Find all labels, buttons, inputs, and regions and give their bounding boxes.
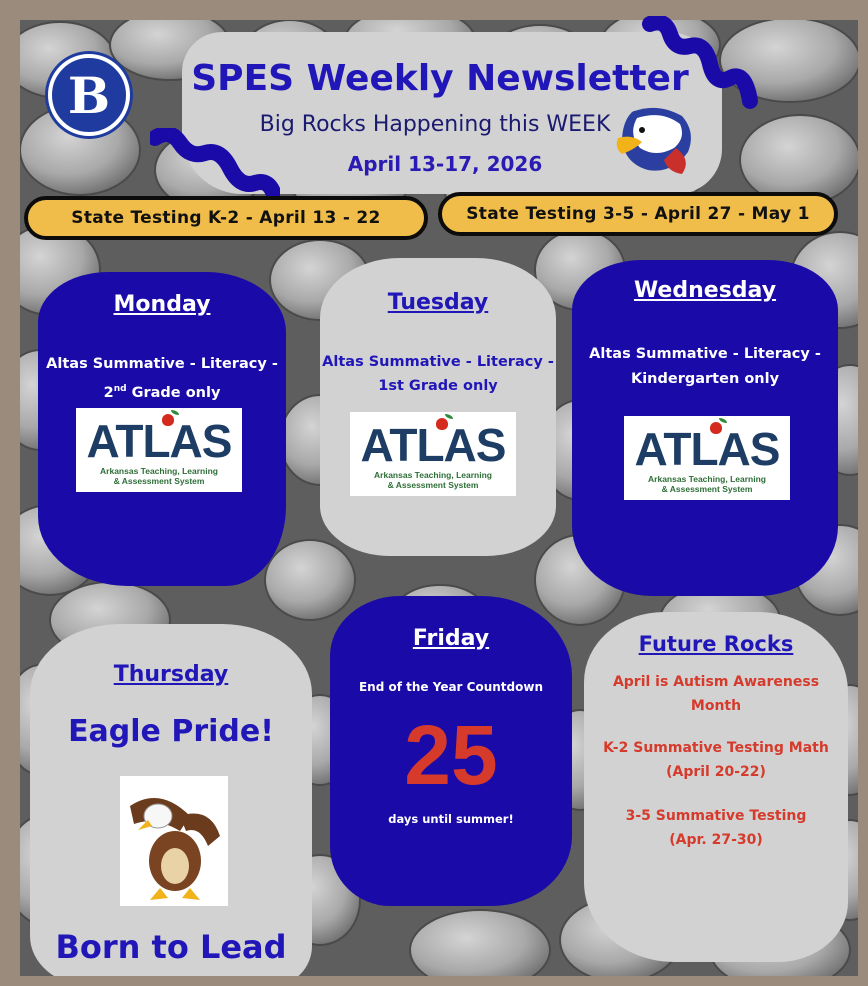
- future-item-3-5-2: (Apr. 27-30): [669, 832, 763, 848]
- banner-3-5-text: State Testing 3-5 - April 27 - May 1: [466, 204, 810, 224]
- monday-line2: [38, 377, 286, 406]
- thursday-title: Thursday: [113, 662, 229, 687]
- atlas-word: ATLAS: [634, 423, 780, 475]
- atlas-subtitle-line1: Arkansas Teaching, Learning: [100, 466, 218, 476]
- school-logo-letter: B: [67, 66, 111, 125]
- future-item-3-5-1: 3-5 Summative Testing: [625, 808, 807, 824]
- future-item-k2-2: (April 20-22): [666, 764, 766, 780]
- school-logo: [48, 54, 130, 136]
- atlas-subtitle-line1: Arkansas Teaching, Learning: [648, 474, 766, 484]
- atlas-subtitle-line2: & Assessment System: [113, 476, 205, 486]
- atlas-logo-monday: [76, 408, 242, 492]
- atlas-subtitle-line2: & Assessment System: [661, 484, 753, 494]
- future-item-k2-1: K-2 Summative Testing Math: [603, 740, 829, 756]
- atlas-logo-wednesday: [624, 416, 790, 500]
- wednesday-title: Wednesday: [633, 278, 777, 303]
- atlas-word: ATLAS: [360, 419, 506, 471]
- friday-title: Friday: [412, 626, 490, 651]
- tuesday-line2: 1st Grade only: [378, 378, 498, 394]
- banner-3-5-testing: [438, 192, 838, 236]
- monday-title: Monday: [113, 292, 211, 317]
- atlas-subtitle: [624, 474, 790, 494]
- friday-panel: [330, 596, 572, 906]
- atlas-subtitle-line1: Arkansas Teaching, Learning: [374, 470, 492, 480]
- friday-days-until: days until summer!: [388, 812, 514, 826]
- tuesday-title: Tuesday: [387, 290, 489, 315]
- tuesday-line1: Altas Summative - Literacy -: [322, 354, 554, 370]
- monday-grade-suffix: nd: [113, 384, 127, 394]
- future-rocks-panel: [584, 612, 848, 962]
- monday-panel: [38, 272, 286, 586]
- wednesday-panel: [572, 260, 838, 596]
- dabbing-eagle-icon: [120, 776, 228, 906]
- banner-k2-testing: [24, 196, 428, 240]
- newsletter-title: SPES Weekly Newsletter: [191, 58, 689, 99]
- future-item-autism-2: Month: [690, 698, 742, 714]
- atlas-subtitle: [350, 470, 516, 490]
- eagle-mascot-icon: [612, 104, 698, 178]
- monday-line1: Altas Summative - Literacy -: [46, 356, 278, 372]
- wednesday-line2: Kindergarten only: [630, 371, 780, 387]
- atlas-logo-tuesday: [350, 412, 516, 496]
- atlas-subtitle-line2: & Assessment System: [387, 480, 479, 490]
- future-item-autism-1: April is Autism Awareness: [612, 674, 820, 690]
- thursday-eagle-pride: Eagle Pride!: [68, 714, 274, 749]
- thursday-born-to-lead: Born to Lead: [55, 928, 287, 966]
- future-rocks-title: Future Rocks: [638, 632, 794, 656]
- monday-grade-number: 2: [103, 384, 114, 401]
- thursday-panel: [30, 624, 312, 986]
- atlas-subtitle: [76, 466, 242, 486]
- newsletter-dates: April 13-17, 2026: [347, 152, 543, 176]
- wednesday-line1: Altas Summative - Literacy -: [589, 346, 821, 362]
- atlas-word: ATLAS: [86, 415, 232, 467]
- tuesday-panel: [320, 258, 556, 556]
- newsletter-subtitle: Big Rocks Happening this WEEK: [259, 112, 611, 137]
- friday-countdown-number: 25: [404, 708, 498, 802]
- banner-k2-text: State Testing K-2 - April 13 - 22: [71, 208, 381, 228]
- friday-countdown-label: End of the Year Countdown: [358, 680, 543, 694]
- monday-grade-text: Grade only: [126, 384, 221, 401]
